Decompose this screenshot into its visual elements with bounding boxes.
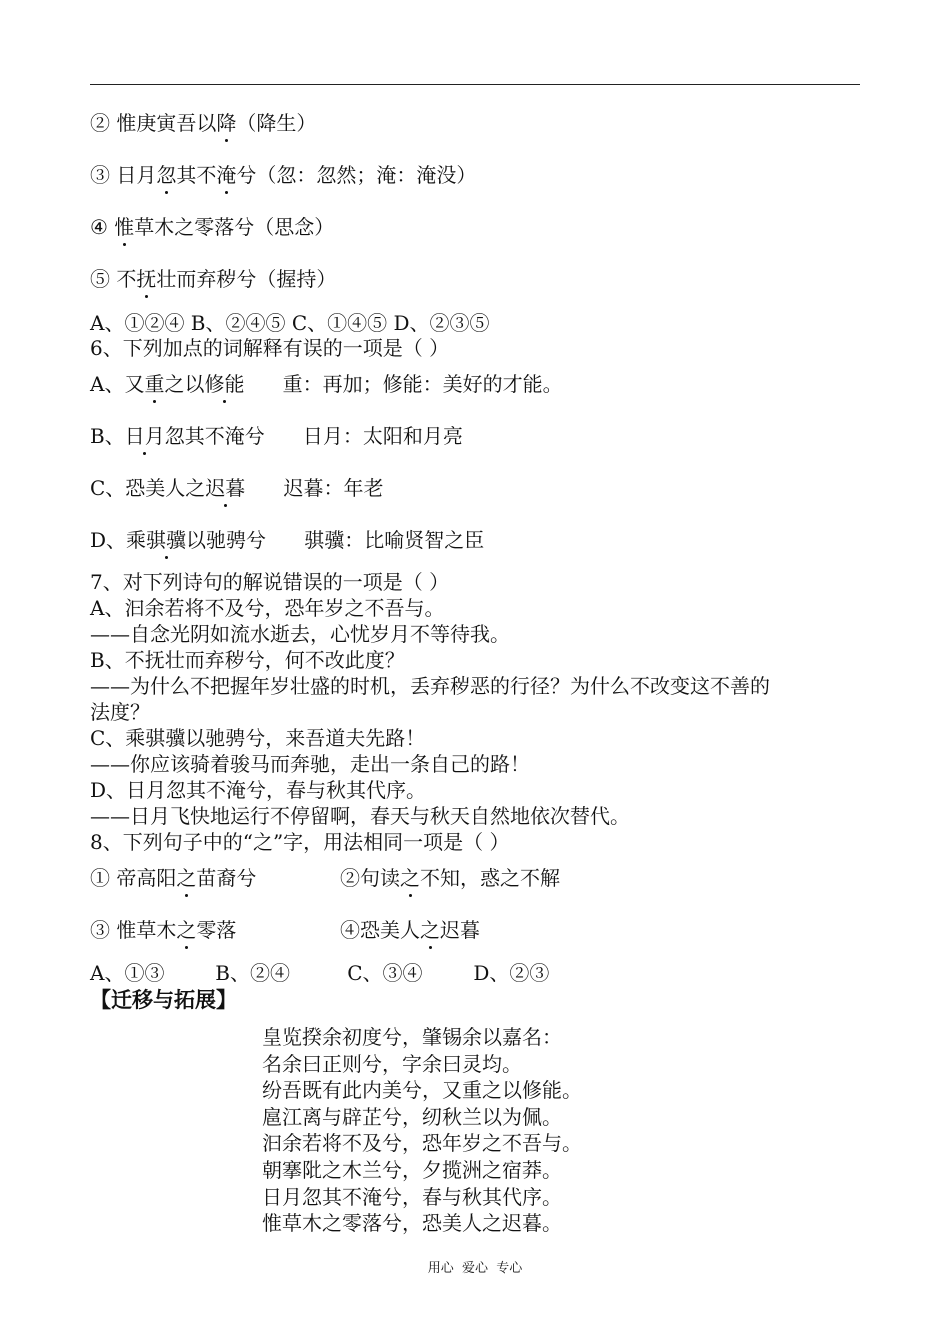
q8-item-1: ① 帝高阳之苗裔兮: [90, 866, 257, 890]
dotted-word: 日月: [124, 424, 165, 448]
q6-option-d: D、乘骐骥以驰骋兮 骐骥：比喻贤智之臣: [90, 528, 485, 552]
q6-stem: 6、下列加点的词解释有误的一项是（ ）: [90, 336, 450, 360]
dotted-word: 修能: [204, 372, 245, 396]
item-3: ③ 日月忽其不淹兮（忽：忽然；淹：淹没）: [90, 163, 477, 187]
poem-line: 日月忽其不淹兮，春与秋其代序。: [262, 1184, 562, 1209]
q8-stem: 8、下列句子中的“之”字，用法相同一项是（ ）: [90, 830, 510, 854]
poem-line: 皇览揆余初度兮，肇锡余以嘉名：: [262, 1025, 562, 1049]
item-4: ④ 惟草木之零落兮（思念）: [90, 215, 335, 239]
dotted-word: 之: [420, 918, 440, 942]
dotted-word: 抚: [136, 267, 157, 291]
q5-options: A、①②④ B、②④⑤ C、①④⑤ D、②③⑤: [90, 311, 490, 335]
q7-line: 法度？: [90, 700, 150, 724]
q7-line: C、乘骐骥以驰骋兮，来吾道夫先路！: [90, 726, 426, 750]
poem-line: 汩余若将不及兮，恐年岁之不吾与。: [262, 1131, 582, 1156]
q7-line: ——日月飞快地运行不停留啊，春天与秋天自然地依次替代。: [90, 804, 630, 828]
dotted-word: 重: [144, 372, 165, 396]
poem-line: 名余曰正则兮，字余曰灵均。: [262, 1051, 522, 1076]
q6-option-c: C、恐美人之迟暮 迟暮：年老: [90, 476, 384, 500]
section-title: 【迁移与拓展】: [90, 988, 237, 1012]
q8-item-2: ②句读之不知，惑之不解: [340, 866, 560, 890]
poem-line: 扈江离与辟芷兮，纫秋兰以为佩。: [262, 1104, 562, 1129]
q8-item-4: ④恐美人之迟暮: [340, 918, 480, 942]
q7-line: 7、对下列诗句的解说错误的一项是（ ）: [90, 570, 450, 594]
poem: [262, 1024, 582, 1237]
dotted-word: 忽: [156, 163, 177, 187]
q8-item-3: ③ 惟草木之零落: [90, 918, 237, 942]
dotted-word: 之: [176, 866, 197, 890]
dotted-word: 惟: [114, 215, 135, 239]
dotted-word: 降: [216, 111, 237, 135]
dotted-word: 淹: [216, 163, 237, 187]
page-footer: 用心 爱心 专心: [427, 1261, 523, 1276]
q7-line: ——自念光阴如流水逝去，心忧岁月不等待我。: [90, 622, 510, 646]
q6-option-b: B、日月忽其不淹兮 日月：太阳和月亮: [90, 424, 463, 448]
dotted-word: 迟暮: [205, 476, 246, 500]
q7-line: ——为什么不把握年岁壮盛的时机，丢弃秽恶的行径？为什么不改变这不善的: [90, 674, 770, 698]
item-2: ② 惟庚寅吾以降（降生）: [90, 111, 317, 135]
dotted-word: 之: [400, 866, 420, 890]
q7-line: ——你应该骑着骏马而奔驰，走出一条自己的路！: [90, 752, 530, 776]
item-5: ⑤ 不抚壮而弃秽兮（握持）: [90, 267, 337, 291]
dotted-word: 骐骥: [146, 528, 187, 552]
q7-line: A、汩余若将不及兮，恐年岁之不吾与。: [90, 596, 445, 620]
q8-options: A、①③ B、②④ C、③④ D、②③: [90, 961, 550, 985]
poem-line: 惟草木之零落兮，恐美人之迟暮。: [262, 1211, 562, 1236]
q6-option-a: A、又重之以修能 重：再加；修能：美好的才能。: [90, 372, 563, 396]
header-rule: [90, 84, 860, 85]
poem-line: 纷吾既有此内美兮，又重之以修能。: [262, 1078, 582, 1103]
poem-line: 朝搴阰之木兰兮，夕揽洲之宿莽。: [262, 1157, 562, 1182]
q7-line: D、日月忽其不淹兮，春与秋其代序。: [90, 778, 427, 802]
dotted-word: 之: [176, 918, 197, 942]
q7-line: B、不抚壮而弃秽兮，何不改此度？: [90, 648, 405, 672]
